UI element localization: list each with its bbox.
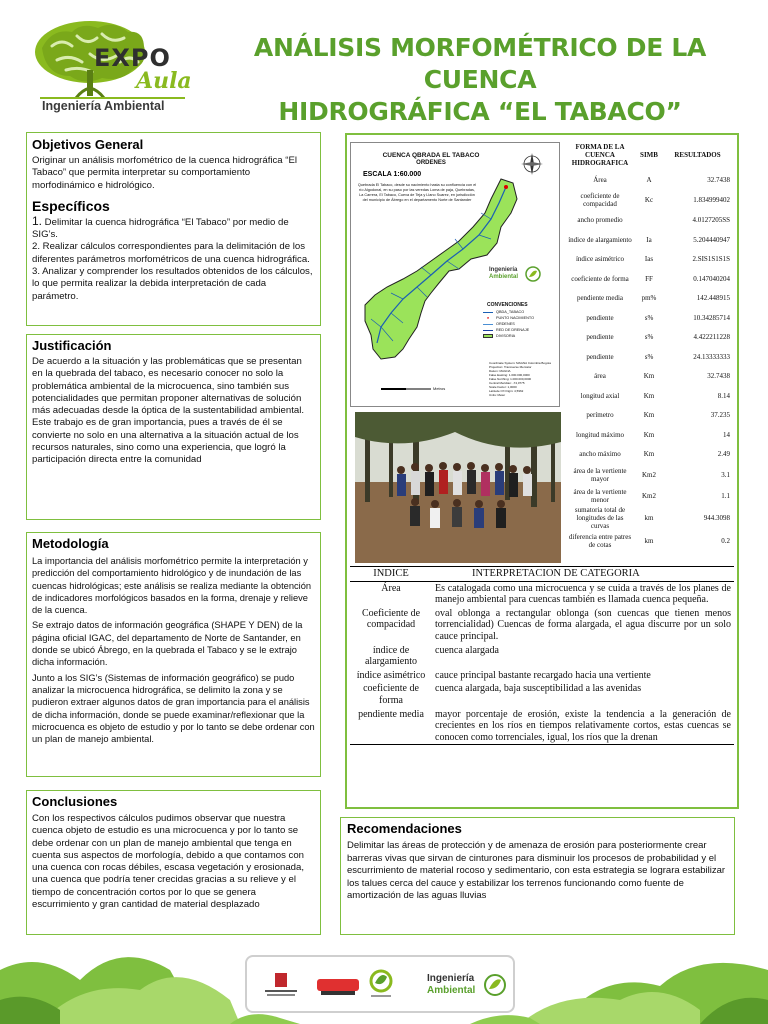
morfo-param: pendiente: [586, 313, 614, 322]
green-seal-logo: [367, 967, 395, 1001]
leaf-logo-icon: [525, 266, 541, 282]
morfo-value: 4.0127205SS: [692, 216, 730, 225]
morfo-param: coeficiente de compacidad: [580, 192, 620, 208]
legend-item: ORDENES: [483, 321, 555, 327]
legend-item: ● PUNTO NACIMIENTO: [486, 316, 535, 320]
morfo-value: 32.7438: [707, 372, 730, 381]
morfo-symbol: Km2: [642, 491, 656, 500]
morfo-param: coeficiente de forma: [571, 274, 629, 283]
recomendaciones-heading: Recomendaciones: [347, 821, 462, 836]
morfo-value: 0.147040204: [693, 274, 730, 283]
map-scale-unit: Metros: [433, 386, 446, 391]
morfo-symbol: Km: [643, 430, 655, 439]
footer-ingenieria-logo: [427, 969, 512, 1003]
legend-item: DIVISORIA: [483, 333, 555, 339]
morfo-header-forma: FORMA DE LA CUENCA HIDROGRAFICA: [571, 143, 629, 167]
morfo-row: [565, 464, 732, 485]
legend-item: RED DE DRENAJE: [483, 327, 555, 333]
justificacion-p2: Este trabajo es de gran importancia, pues a través de él se convierte no solo en una alternativa a la situación actual de los recursos naturales, sino como una experiencia, que logró la participación directa entre la comunidad: [32, 417, 299, 466]
morfo-value: 5.204440947: [693, 235, 730, 244]
interp-category: cuenca alargada: [435, 644, 499, 656]
morfo-symbol: km: [644, 536, 654, 545]
morfo-row: [565, 328, 732, 348]
morfo-value: 14: [723, 430, 730, 439]
interp-row: [350, 682, 734, 707]
morfo-value: 944.3098: [703, 514, 730, 522]
footer-logo-text-1: Ingeniería: [427, 973, 475, 984]
especifico-item-3: 3. Analizar y comprender los resultados obtenidos de los cálculos, lo que permita realizar la debida interpretación de cada parámetro.: [32, 266, 313, 302]
morfo-param: Área: [593, 175, 607, 184]
morfo-param: ancho máximo: [579, 450, 621, 459]
morfo-header-simb: SIMB: [640, 151, 658, 159]
justificacion-p1: De acuerdo a la situación y las problemáticas que se presentan en la quebrada del tabaco, es necesario conocer no solo la problemática ambiental de la microcuenca, sino también sus potencialidades que permitan proponer alternativas de solución más adecuadas desde la óptica de la sustentabilidad ambiental.: [32, 356, 305, 417]
morfo-row: [565, 485, 732, 506]
interp-row: [350, 708, 734, 745]
map-legend-title: CONVENCIONES: [487, 302, 528, 308]
conclusiones-text: Con los respectivos cálculos pudimos observar que nuestra cuenca objeto de estudio es una microcuenca y por lo tanto se debe ordenar con un plan de manejo ambiental que tenga en cuenta sus aspectos de morfología, debido a que contamos con una cuenca con rocas débiles, escasa vegetación y erosionada, una cuenca que podría tener crecidas gracias a su relieve y el tiempo de concentración cortos por lo que se genera escurrimiento y gran cantidad de material desplazado: [32, 813, 304, 911]
footer-leaf-icon: [483, 973, 507, 997]
map-ingenieria-logo: [489, 263, 543, 289]
group-photo: [355, 412, 561, 563]
logo-expo-text: EXPO: [94, 44, 171, 72]
morfo-param: área de la vertiente menor: [573, 487, 627, 504]
interp-index: pendiente media: [358, 708, 424, 720]
legend-item: QBDA_TABACO: [483, 309, 555, 315]
morfo-symbol: Km: [643, 372, 655, 381]
conclusiones-heading: Conclusiones: [32, 794, 118, 809]
interp-category: cauce principal bastante recargado hacia una vertiente: [435, 669, 651, 681]
morfo-symbol: Km: [643, 391, 655, 400]
logo-aula-text: Aula: [136, 68, 192, 94]
morfo-value: 3.1: [721, 470, 730, 479]
morfo-row: [565, 250, 732, 270]
especifico-item-2: 2. Realizar cálculos correspondientes para la delimitación de los diferentes parámetros morfométricos de una cuenca hidrográfica.: [32, 241, 310, 265]
logo-subtitle: Ingeniería Ambiental: [42, 99, 165, 113]
metodologia-heading: Metodología: [32, 536, 109, 551]
morfo-value: 1.834999402: [693, 196, 730, 204]
expo-red-logo: [315, 971, 361, 1001]
morfo-row: [565, 269, 732, 289]
morfo-value: 37.235: [710, 411, 730, 420]
morfo-value: 142.448915: [696, 294, 730, 303]
metodologia-panel: [26, 532, 321, 777]
morfo-param: longitud axial: [580, 391, 620, 400]
interp-category: cuenca alargada, baja susceptibilidad a las avenidas: [435, 683, 642, 695]
sponsor-logos-bar: [245, 955, 515, 1013]
recomendaciones-panel: [340, 817, 735, 935]
objetivos-general-text: Originar un análisis morfométrico de la cuenca hidrográfica “El Tabaco” que permita interpretar su comportamiento morfodinámico e hidrológico.: [32, 155, 298, 191]
interp-row: [350, 644, 734, 669]
morfo-symbol: Kc: [644, 196, 654, 204]
morfo-symbol: Km: [643, 411, 655, 420]
morfo-param: ancho promedio: [577, 216, 623, 225]
map-logo-text-1: Ingeniería: [489, 267, 518, 273]
morfo-symbol: pm%: [641, 294, 657, 303]
morfo-value: 2.49: [717, 450, 730, 459]
expo-red-logo-icon: [315, 971, 361, 1001]
morfo-value: 32.7438: [707, 175, 730, 184]
objetivos-panel: [26, 132, 321, 326]
title-line-2: HIDROGRÁFICA “EL TABACO”: [278, 97, 682, 126]
interp-index: índice asimétrico: [356, 669, 426, 681]
morfo-symbol: A: [646, 175, 652, 184]
morfo-symbol: Ia: [646, 235, 652, 244]
interp-index: índice de alargamiento: [364, 644, 418, 668]
interp-index: Área: [381, 582, 401, 594]
interpretation-table: [350, 566, 734, 745]
morfo-symbol: Ias: [644, 255, 654, 264]
morfo-row: [565, 445, 732, 465]
interp-category: mayor porcentaje de erosión, existe la tendencia a la generación de crecientes en los ríos en tiempos relativamente cortos, estas cuencas se conocen como torrenciales, igual, los ríos que la drenan: [435, 708, 731, 743]
map-logo-text-2: Ambiental: [489, 274, 519, 280]
morfo-row: [565, 170, 732, 190]
morfo-row: [565, 425, 732, 445]
morfo-value: 4.422211228: [693, 333, 730, 342]
field-trip-photo: [355, 412, 561, 563]
morfo-row: [565, 289, 732, 309]
objetivos-general-heading: Objetivos General: [32, 137, 144, 152]
morfo-row: [565, 190, 732, 211]
university-logo: [261, 971, 301, 1001]
interpretation-table-container: [350, 566, 734, 745]
morfo-value: 2.SIS1S1S1S: [692, 255, 730, 264]
map-scale-text: ESCALA 1:60.000: [363, 171, 422, 178]
especifico-item-1-number: 1.: [32, 213, 43, 228]
justificacion-panel: [26, 334, 321, 520]
morfo-row: [565, 308, 732, 328]
interp-index: Coeficiente de compacidad: [361, 607, 421, 631]
map-title: CUENCA QBRADA EL TABACO: [382, 152, 480, 159]
morfo-param: longitud máximo: [575, 430, 625, 439]
interp-index: coeficiente de forma: [363, 683, 419, 706]
metodologia-p1: La importancia del análisis morfométrico permite la interpretación y predicción del comportamiento hidrológico y de inundación de las cuencas hidrológicas; este análisis se realiza mediante la obtención de indicadores morfológicos basados en la forma, drenaje y relieve de la cuenca.: [32, 556, 312, 616]
morfo-symbol: s%: [644, 333, 654, 342]
morfo-value: 8.14: [717, 391, 730, 400]
morfo-param: área: [594, 372, 606, 381]
morfo-row: [565, 347, 732, 367]
map-legend: [483, 309, 555, 339]
morfo-value: 24.13333333: [693, 352, 730, 361]
university-shield-icon: [261, 971, 301, 1001]
morfo-symbol: Km: [643, 450, 655, 459]
map-figure: [350, 142, 560, 407]
interp-category: Es catalogada como una microcuenca y se cuida a través de los planes de manejo ambiental para cuencas también es llamada cuenca pequeña.: [435, 582, 731, 606]
morphometric-table: [565, 140, 732, 560]
page-title: [195, 32, 765, 128]
morfo-param: área de la vertiente mayor: [573, 466, 627, 483]
metodologia-p2: Se extrajo datos de información geográfica (SHAPE Y DEN) de la página oficial IGAC, del departamento de Norte de Santander, en donde se ubicó Ábrego, en la quebrada el Tabaco y se le extrajo dicha información.: [32, 620, 303, 668]
morfo-symbol: km: [644, 514, 654, 522]
morfo-symbol: FF: [645, 274, 653, 283]
especifico-item-1: [32, 215, 315, 242]
morfo-param: pendiente: [586, 352, 614, 361]
justificacion-heading: Justificación: [32, 338, 112, 353]
title-line-1: ANÁLISIS MORFOMÉTRICO DE LA CUENCA: [253, 33, 707, 94]
morfo-param: diferencia entre patres de cotas: [568, 532, 632, 549]
expo-aula-logo: [32, 18, 192, 103]
morfo-row: [565, 530, 732, 551]
footer-logo-text-2: Ambiental: [427, 985, 476, 996]
morfo-row: [565, 230, 732, 250]
especifico-item-1-text: Delimitar la cuenca hidrográfica “El Tabaco” por medio de SIG’s.: [32, 216, 289, 241]
map-description: Quebrada El Tabaco, desde su nacimiento hasta su confluencia con el río Algodonal, en su paso por las veredas Loma de paja, Quebradas, La Carrera, El Tabaco, Cueva de Teja y Llano Suarez, en jurisdicción del municipio de Ábrego en el departamento Norte de Santander: [357, 183, 477, 202]
morfo-row: [565, 406, 732, 426]
interp-row: [350, 607, 734, 644]
morfo-param: perímetro: [586, 411, 614, 420]
morfo-header-resultados: RESULTADOS: [674, 151, 721, 159]
morfo-row: [565, 211, 732, 231]
morfo-param: índice de alargamiento: [568, 235, 632, 244]
morfo-row: [565, 506, 732, 530]
morfo-symbol: Km2: [642, 470, 656, 479]
morfo-value: 0.2: [721, 536, 730, 545]
morfo-param: índice asimétrico: [575, 255, 624, 264]
morfo-param: pendiente: [586, 333, 614, 342]
morfo-symbol: s%: [644, 313, 654, 322]
morfo-param: sumatoria total de longitudes de las curvas: [574, 506, 626, 530]
morfo-table: [565, 140, 732, 551]
map-coordinate-info: Coordinate System: MAGNA Colombia Bogota Projection: Transverse Mercator Datum: MAGNA False Easting: 1.000.000,0000 False Northing: 1.000.000,0000 Central Meridian: -74,0775 Scale Factor: 1,0000 Latitude Of Origin: 4,5962 Units: Meter: [489, 361, 551, 397]
morfo-row: [565, 386, 732, 406]
map-subtitle: ORDENES: [416, 160, 446, 166]
green-seal-icon: [367, 967, 395, 1001]
morfo-value: 1.1: [721, 491, 730, 500]
morfo-symbol: [635, 211, 663, 231]
conclusiones-panel: [26, 790, 321, 935]
morfo-param: pendiente media: [576, 294, 624, 303]
metodologia-p3: Junto a los SIG’s (Sistemas de información geográfico) se pudo analizar la microcuenca hidrográfica, se delimito la zona y se pudieron extraer algunos datos de gran importancia para el análisis de dicha información, donde se puede examinar/reflexionar que la microcuenca es objeto de estudio y por lo tanto se debe ordenar con un plan de manejo ambiental.: [32, 672, 315, 745]
recomendaciones-text: Delimitar las áreas de protección y de amenaza de erosión para posteriormente crear barreras vivas que sirvan de cinturones para disminuir los procesos de probabilidad y el escurrimiento de material rocoso y sedimentario, con esta estrategia se lograra estabilizar los talues cerca del cauce y estabilizar los terrenos funcionando como fuente de amortización de las aguas lluvias: [347, 840, 726, 901]
interp-header-indice: INDICE: [373, 568, 409, 579]
interp-header-categoria: INTERPRETACION DE CATEGORIA: [472, 568, 640, 579]
morfo-value: 10.34285714: [693, 313, 730, 322]
morfo-row: [565, 367, 732, 387]
interp-row: [350, 669, 734, 683]
interp-category: oval oblonga a rectangular oblonga (son cuencas que tienen menos torrencialidad) Cuencas de forma alargada, el agua discurre por un solo cauce principal.: [435, 607, 731, 642]
especificos-heading: Específicos: [32, 197, 110, 214]
interp-row: [350, 581, 734, 607]
morfo-symbol: s%: [644, 352, 654, 361]
